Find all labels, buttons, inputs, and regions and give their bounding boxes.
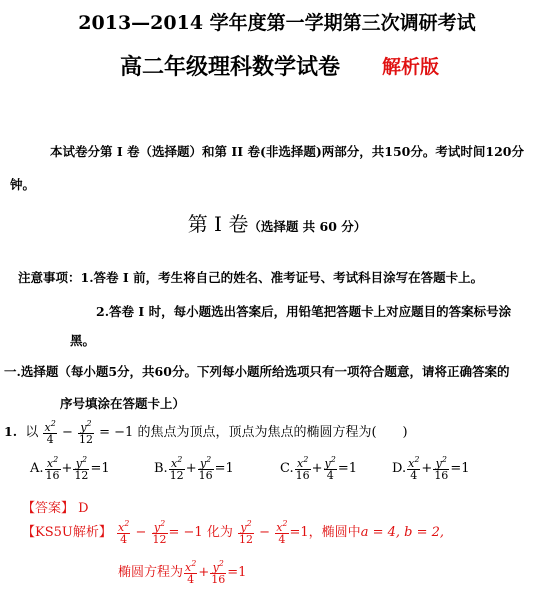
option-d: D. $\frac{x^2}{4}$ + $\frac{y^2}{16}$ =1 xyxy=(392,455,470,482)
option-b: B. $\frac{x^2}{12}$ + $\frac{y^2}{16}$ =1 xyxy=(154,455,234,482)
question-stem-text: 的焦点为顶点，顶点为焦点的椭圆方程为( ) xyxy=(137,425,408,440)
analysis-tag: 【KS5U解析】 xyxy=(22,525,112,540)
question-eq-rhs: = −1 xyxy=(99,425,134,440)
section-subtitle: （选择题 共 60 分） xyxy=(248,219,367,234)
answer-line xyxy=(22,497,89,516)
answer-value: D xyxy=(78,501,89,516)
title-line-1: 2013—2014 学年度第一学期第三次调研考试 xyxy=(78,12,476,34)
question-1-stem: 1. 以 $\frac{x^2}{4}$ − $\frac{y^2}{12}$ = −1 的焦点为顶点，顶点为焦点的椭圆方程为( ) xyxy=(4,419,408,446)
question-prefix: 以 xyxy=(25,425,39,440)
part1-line-1: 一.选择题（每小题5分，共60分。下列每小题所给选项只有一项符合题意，请将正确答案的 xyxy=(4,364,510,379)
part1-line-2: 序号填涂在答题卡上） xyxy=(60,396,186,411)
section-title: 第 I 卷 xyxy=(187,212,249,236)
fraction-x2-4: $\frac{x^2}{4}$ xyxy=(44,419,56,446)
option-c: C. $\frac{x^2}{16}$ + $\frac{y^2}{4}$ =1 xyxy=(280,455,358,482)
fraction-y2-12: $\frac{y^2}{12}$ xyxy=(78,419,93,446)
intro-line-2: 钟。 xyxy=(10,177,36,192)
question-number: 1. xyxy=(4,424,18,439)
analysis-values: a = 4, b = 2, xyxy=(360,525,445,540)
analysis-text-1: 化为 xyxy=(206,525,233,540)
analysis-line-2: 椭圆方程为 $\frac{x^2}{4}$ + $\frac{y^2}{16}$ =1 xyxy=(118,559,247,586)
title-line-2: 高二年级理科数学试卷 xyxy=(120,54,341,80)
intro-line-1: 本试卷分第 I 卷（选择题）和第 II 卷(非选择题)两部分，共150分。考试时间120分 xyxy=(50,144,524,159)
analysis-text-2: ，椭圆中 xyxy=(308,525,361,540)
notes-line-2: 2.答卷 I 时，每小题选出答案后，用铅笔把答题卡上对应题目的答案标号涂 xyxy=(96,304,512,319)
notes-line-1: 注意事项：1.答卷 I 前，考生将自己的姓名、准考证号、考试科目涂写在答题卡上。 xyxy=(18,270,484,285)
section-heading xyxy=(0,208,554,237)
answer-tag: 【答案】 xyxy=(22,501,75,516)
edition-badge: 解析版 xyxy=(382,56,440,78)
notes-line-3: 黑。 xyxy=(70,333,96,348)
analysis-line-1: 【KS5U解析】 $\frac{x^2}{4}$ − $\frac{y^2}{12}$ = −1 化为 $\frac{y^2}{12}$ − $\frac{x^2}{4}$ =1，椭圆中a = 4, b = 2, xyxy=(22,519,445,546)
analysis-line-2-prefix: 椭圆方程为 xyxy=(118,565,184,580)
option-a: A. $\frac{x^2}{16}$ + $\frac{y^2}{12}$ =1 xyxy=(30,455,110,482)
